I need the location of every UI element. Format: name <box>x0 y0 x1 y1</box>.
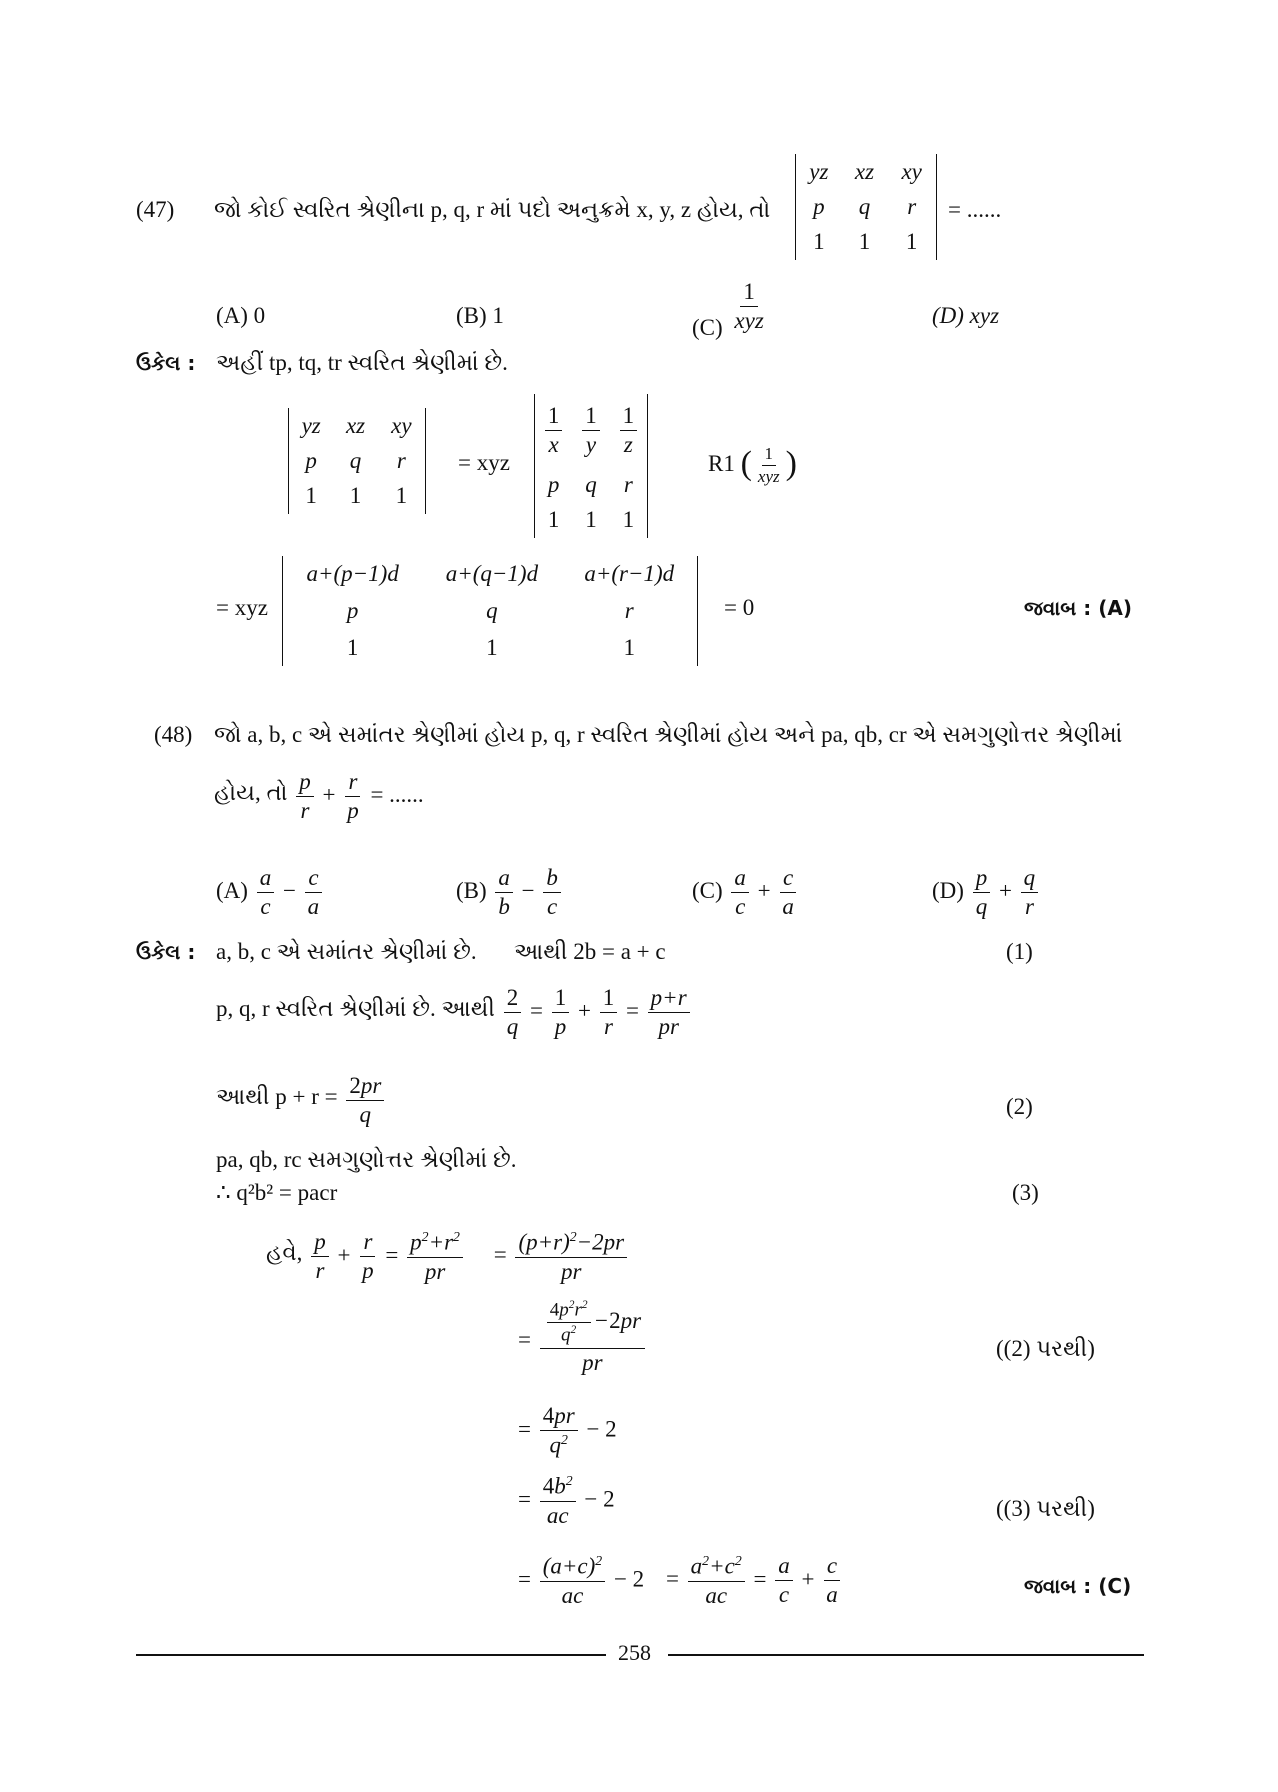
q48-d5-f3 <box>775 1554 793 1607</box>
det-cell: r <box>396 447 406 473</box>
det-cell <box>572 394 609 467</box>
q48-deriv-line2 <box>518 1300 648 1375</box>
q48-d3-minus: − 2 <box>586 1416 617 1442</box>
q47-sol-det-final-table <box>283 556 697 666</box>
q47-eq-xyz-2: = xyz <box>216 595 268 620</box>
q48-d1-f4 <box>515 1230 627 1284</box>
q48-option-d <box>932 866 1041 919</box>
q48-d5-n2: $a^2+c^2$ <box>688 1554 745 1582</box>
q47-option-c-label: (C) <box>692 314 723 340</box>
q48-l2-n4: p+r <box>648 986 690 1013</box>
q48-l2-d3: r <box>603 1014 613 1040</box>
det-cell: 1 <box>585 507 597 533</box>
q48-option-d-op: + <box>998 877 1012 903</box>
det-cell <box>535 394 572 467</box>
det-cell: 1 <box>905 229 918 255</box>
q48-option-a <box>216 866 325 919</box>
q47-row-op-paren-close: ) <box>785 445 797 482</box>
q48-option-d-frac2 <box>1021 866 1039 919</box>
det-cell-fraction <box>582 404 600 457</box>
q47-text-content: જો કોઈ સ્વરિત શ્રેણીના p, q, r માં પદો અનુક્રમે x, y, z હોય, તો <box>214 197 771 222</box>
q48-option-a-frac1 <box>257 866 275 919</box>
q48-oa-d2: a <box>307 894 320 920</box>
det-row <box>796 154 936 189</box>
det-row <box>289 408 425 443</box>
q48-from2: ((2) પરથી) <box>996 1336 1095 1361</box>
q48-od-n2: q <box>1021 866 1039 893</box>
q48-ob-d2: c <box>547 894 558 920</box>
q48-d3-frac <box>540 1404 578 1458</box>
q48-l2-d1: q <box>506 1014 519 1040</box>
q48-d5-d3: c <box>778 1582 790 1608</box>
q47-row-op <box>708 442 797 486</box>
q48-option-c-frac1 <box>731 866 749 919</box>
q48-number: (48) <box>154 722 193 747</box>
q47-row-op-label: R1 <box>708 451 735 476</box>
q48-d1-n1: p <box>311 1230 329 1257</box>
q48-text2: હોય, તો <box>214 779 288 805</box>
q47-eq-zero: = 0 <box>724 595 755 620</box>
det-cell-den: x <box>548 431 559 457</box>
q48-d3-d: $q^2$ <box>549 1432 568 1458</box>
q48-option-c-label: (C) <box>692 877 723 903</box>
q48-d5-f4 <box>823 1554 841 1607</box>
q48-option-d-label: (D) <box>932 877 964 903</box>
det-cell-num: 1 <box>545 404 563 431</box>
q48-l2-d4: pr <box>658 1014 679 1040</box>
q48-d4-d: ac <box>546 1502 569 1528</box>
det-cell-den: z <box>623 431 633 457</box>
q48-line2-frac2 <box>552 986 570 1039</box>
q48-option-d-frac1 <box>973 866 991 919</box>
det-cell: xy <box>901 158 922 184</box>
det-cell: r <box>623 471 633 497</box>
q48-frac2-den: p <box>347 798 359 824</box>
det-row <box>283 593 697 630</box>
q48-d5-f1 <box>540 1554 605 1608</box>
q48-d2-inner-d: $q^2$ <box>561 1324 577 1346</box>
det-cell: r <box>624 597 634 623</box>
q48-frac-r-p <box>344 770 362 823</box>
det-cell: q <box>858 193 871 219</box>
det-row <box>796 225 936 260</box>
q47-eq-xyz-1-text: = xyz <box>458 450 510 475</box>
q48-od-n1: p <box>973 866 991 893</box>
det-cell-num: 1 <box>582 404 600 431</box>
q48-line2 <box>216 986 693 1039</box>
q47-number: (47) <box>136 197 175 222</box>
det-row <box>535 502 647 538</box>
det-cell: q <box>349 447 362 473</box>
q48-option-c <box>692 866 800 919</box>
det-cell: p <box>305 447 317 473</box>
det-cell: 1 <box>858 229 871 255</box>
q48-d5-eq1: = <box>518 1566 531 1592</box>
q48-d2-inner-n: $4p^2r^2$ <box>547 1300 591 1323</box>
q48-d1-dn3: pr <box>424 1258 446 1284</box>
q48-line1: a, b, c એ સમાંતર શ્રેણીમાં છે. <box>216 939 477 964</box>
q48-option-a-label: (A) <box>216 877 248 903</box>
det-cell: 1 <box>547 507 560 533</box>
q48-oc-n1: a <box>731 866 749 893</box>
q47-row-op-paren-open: ( <box>740 445 752 482</box>
q48-line4: pa, qb, rc સમગુણોત્તર શ્રેણીમાં છે. <box>216 1147 517 1172</box>
q48-d1-eq2: = <box>493 1242 507 1268</box>
det-cell: 1 <box>346 634 359 660</box>
det-cell: a+(q−1)d <box>445 561 539 587</box>
q48-d5-plus: + <box>801 1566 815 1592</box>
q48-line2-text: p, q, r સ્વરિત શ્રેણીમાં છે. આથી <box>216 995 495 1021</box>
q48-ob-n2: b <box>543 866 561 893</box>
q47-option-c <box>692 279 770 340</box>
q48-d1-f3 <box>407 1230 463 1284</box>
q48-solution-label: ઉકેલ : <box>136 940 196 964</box>
q48-d1-dn2: p <box>362 1258 374 1284</box>
q48-d5-eq3: = <box>753 1566 767 1592</box>
q48-d5-n3: a <box>775 1554 793 1581</box>
q48-l3-n: 2pr <box>346 1074 384 1101</box>
det-cell: a+(r−1)d <box>584 561 675 587</box>
q47-sol-det-final <box>282 556 698 666</box>
det-cell-fraction <box>545 404 563 457</box>
q48-l2-n2: 1 <box>552 986 570 1013</box>
q48-d5-eq2: = <box>665 1566 679 1592</box>
q48-answer: જવાબ : (C) <box>1024 1574 1132 1598</box>
det-cell: 1 <box>395 483 408 509</box>
q48-d2-inner-frac <box>547 1300 591 1346</box>
q48-oc-d1: c <box>735 894 746 920</box>
q47-determinant <box>795 154 937 260</box>
det-cell: 1 <box>813 229 825 255</box>
q48-d2-den: pr <box>582 1349 603 1375</box>
q48-option-a-frac2 <box>305 866 323 919</box>
q48-d2-frac <box>540 1300 645 1375</box>
q48-option-b-label: (B) <box>456 877 487 903</box>
q48-d4-n: $4b^2$ <box>540 1474 576 1502</box>
q48-d5-n1: $(a+c)^2$ <box>540 1554 605 1582</box>
q48-l3-d: q <box>359 1102 372 1128</box>
q48-option-b-op: − <box>521 877 535 903</box>
q48-frac2-num: r <box>345 770 360 797</box>
q48-d3-eq: = <box>518 1416 531 1442</box>
q48-od-d2: r <box>1024 894 1034 920</box>
q48-oc-n2: c <box>780 866 796 893</box>
det-cell <box>610 394 647 467</box>
q47-option-c-num: 1 <box>740 280 758 307</box>
det-row <box>289 479 425 514</box>
q48-l2-n3: 1 <box>600 986 618 1013</box>
footer-rule-right <box>668 1654 1144 1656</box>
q48-d1-eq1: = <box>385 1242 399 1268</box>
q48-line3-text: આથી p + r = <box>216 1083 338 1109</box>
q48-oa-n1: a <box>257 866 275 893</box>
q47-option-c-den: xyz <box>734 308 764 334</box>
det-cell: xy <box>391 412 412 438</box>
q48-d5-d4: a <box>826 1582 838 1608</box>
q47-option-b: (B) 1 <box>456 303 504 328</box>
q47-sol-det-right <box>534 394 648 538</box>
q48-option-b <box>456 866 564 919</box>
det-row <box>796 189 936 224</box>
det-cell: xz <box>854 158 875 184</box>
q48-d5-f2 <box>688 1554 745 1608</box>
q48-line1b: આથી 2b = a + c <box>514 939 666 964</box>
q47-eq-tail: = ...... <box>948 197 1002 222</box>
det-cell: 1 <box>623 634 636 660</box>
footer-rule-left <box>136 1654 606 1656</box>
q48-deriv-line4 <box>518 1474 615 1528</box>
q48-line2-frac4 <box>648 986 690 1039</box>
q48-d2-num: $\frac{4p^2r^2}{q^2}$ −2pr <box>540 1300 645 1349</box>
det-cell: yz <box>301 412 321 438</box>
det-cell: q <box>585 471 597 497</box>
q47-sol-det-left-table <box>289 408 425 514</box>
q48-tag1: (1) <box>1006 939 1033 964</box>
det-row <box>535 467 647 503</box>
q48-ob-n1: a <box>495 866 513 893</box>
det-cell: 1 <box>622 507 635 533</box>
q48-d1-dn4: pr <box>561 1258 582 1284</box>
q48-option-b-frac1 <box>495 866 513 919</box>
q48-deriv-line5 <box>518 1554 844 1608</box>
q48-line2-eq1: = <box>529 997 543 1023</box>
q48-tag2: (2) <box>1006 1094 1033 1119</box>
q48-d5-d1: ac <box>561 1582 584 1608</box>
q48-d1-dn1: r <box>315 1258 325 1284</box>
q47-row-op-den: xyz <box>757 467 780 487</box>
q48-d4-frac <box>540 1474 576 1528</box>
q48-deriv-line3 <box>518 1404 617 1458</box>
det-cell: q <box>486 597 498 623</box>
q48-d4-eq: = <box>518 1486 531 1512</box>
q47-solution-text: અહીં tp, tq, tr સ્વરિત શ્રેણીમાં છે. <box>216 350 508 375</box>
det-cell: r <box>907 193 917 219</box>
q48-option-c-op: + <box>757 877 771 903</box>
q48-frac-num: p <box>296 770 314 797</box>
q47-text <box>214 197 770 223</box>
det-row <box>535 394 647 467</box>
q48-line2-frac3 <box>600 986 618 1039</box>
q48-d5-d2: ac <box>705 1582 728 1608</box>
q48-d2-eq: = <box>518 1326 531 1352</box>
det-cell-num: 1 <box>620 404 638 431</box>
det-cell-fraction <box>620 404 638 457</box>
q48-from3: ((3) પરથી) <box>996 1496 1095 1521</box>
q48-frac-den: r <box>300 798 310 824</box>
q47-det-table <box>796 154 936 260</box>
q48-text: જો a, b, c એ સમાંતર શ્રેણીમાં હોય p, q, r સ્વરિત શ્રેણીમાં હોય અને pa, qb, cr એ સમગુણોત્તર શ્રેણીમાં <box>214 722 1123 747</box>
det-row <box>289 443 425 478</box>
q48-ob-d1: b <box>498 894 510 920</box>
q48-d1-n2: r <box>360 1230 375 1257</box>
q48-oc-d2: a <box>782 894 794 920</box>
q48-line2-eq2: = <box>625 997 639 1023</box>
det-cell: p <box>547 471 560 497</box>
q48-l2-n1: 2 <box>504 986 522 1013</box>
q48-option-b-frac2 <box>543 866 561 919</box>
q48-line3-frac <box>346 1074 384 1127</box>
q48-option-c-frac2 <box>779 866 797 919</box>
q48-line2-plus: + <box>577 997 591 1023</box>
q48-d4-minus: − 2 <box>584 1486 615 1512</box>
det-cell: 1 <box>305 483 317 509</box>
q48-d3-n: 4pr <box>540 1404 578 1431</box>
det-cell: 1 <box>486 634 498 660</box>
q48-d1-n3: $p^2+r^2$ <box>407 1230 463 1258</box>
q48-l2-d2: p <box>554 1014 567 1040</box>
q48-d1-f2 <box>359 1230 377 1283</box>
det-cell-den: y <box>585 431 597 457</box>
q47-answer: જવાબ : (A) <box>1024 596 1133 620</box>
det-row <box>283 556 697 593</box>
q47-eq-xyz-1 <box>458 450 510 476</box>
q48-line3 <box>216 1074 387 1127</box>
q48-oa-d1: c <box>260 894 271 920</box>
q47-sol-det-right-table <box>535 394 647 538</box>
q47-option-a: (A) 0 <box>216 303 266 328</box>
q48-plus: + <box>322 781 336 807</box>
q47-solution-label: ઉકેલ : <box>136 351 196 375</box>
q48-line5: ∴ q²b² = pacr <box>216 1180 338 1205</box>
q48-eq-tail: = ...... <box>370 781 424 807</box>
q48-od-d1: q <box>975 894 988 920</box>
q47-option-d: (D) xyz <box>932 303 1000 328</box>
q47-sol-det-left <box>288 408 426 514</box>
q48-d1-n4: $(p+r)^2-2pr$ <box>515 1230 627 1258</box>
q48-d1-f1 <box>311 1230 329 1283</box>
q47-row-op-num: 1 <box>762 445 777 466</box>
q48-d1-plus: + <box>337 1242 351 1268</box>
q47-row-op-fraction <box>755 445 783 486</box>
q48-option-a-op: − <box>282 877 296 903</box>
page-number: 258 <box>618 1640 651 1665</box>
q48-frac-p-r <box>296 770 314 823</box>
q48-d5-minus: − 2 <box>613 1566 645 1592</box>
det-cell: yz <box>809 158 829 184</box>
det-row <box>283 629 697 666</box>
q48-line2-frac1 <box>504 986 522 1039</box>
q47-option-c-fraction <box>731 280 766 333</box>
det-cell: 1 <box>349 483 362 509</box>
q48-oa-n2: c <box>305 866 321 893</box>
q48-question-line2 <box>214 770 424 823</box>
det-cell: xz <box>345 412 366 438</box>
det-cell: a+(p−1)d <box>306 561 399 587</box>
q48-deriv-line1 <box>266 1230 630 1284</box>
det-cell: p <box>346 597 359 623</box>
q48-have: હવે, <box>266 1240 303 1266</box>
det-cell: p <box>813 193 825 219</box>
q48-tag3: (3) <box>1012 1180 1039 1205</box>
q48-d5-n4: c <box>824 1554 840 1581</box>
